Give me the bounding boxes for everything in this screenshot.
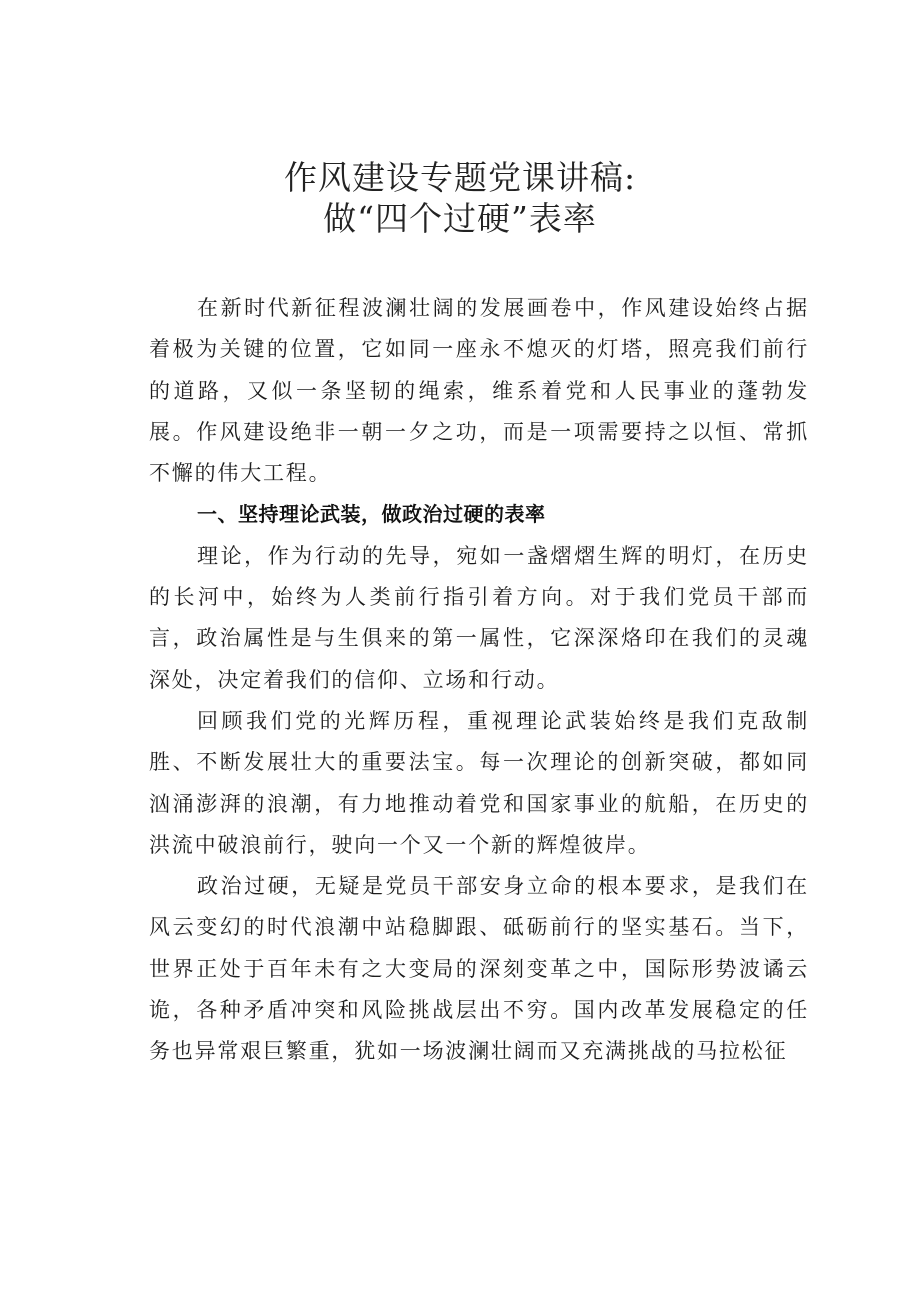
section-heading-1: 一、坚持理论武装，做政治过硬的表率 (197, 502, 546, 527)
section1-paragraph-2: 回顾我们党的光辉历程，重视理论武装始终是我们克敌制胜、不断发展壮大的重要法宝。每一次理论的创新突破，都如同汹涌澎湃的浪潮，有力地推动着党和国家事业的航船，在历史的洪流中破浪前行，驶向一个又一个新的辉煌彼岸。 (149, 708, 809, 857)
document-title-line-2: 做“四个过硬”表率 (323, 199, 597, 238)
section1-paragraph-1: 理论，作为行动的先导，宛如一盏熠熠生辉的明灯，在历史的长河中，始终为人类前行指引着方向。对于我们党员干部而言，政治属性是与生俱来的第一属性，它深深烙印在我们的灵魂深处，决定着我们的信仰、立场和行动。 (149, 543, 809, 692)
document-title-line-1: 作风建设专题党课讲稿: (283, 158, 637, 197)
intro-paragraph: 在新时代新征程波澜壮阔的发展画卷中，作风建设始终占据着极为关键的位置，它如同一座永不熄灭的灯塔，照亮我们前行的道路，又似一条坚韧的绳索，维系着党和人民事业的蓬勃发展。作风建设绝非一朝一夕之功，而是一项需要持之以恒、常抓不懈的伟大工程。 (149, 296, 809, 486)
section1-paragraph-3: 政治过硬，无疑是党员干部安身立命的根本要求，是我们在风云变幻的时代浪潮中站稳脚跟、砥砺前行的坚实基石。当下，世界正处于百年未有之大变局的深刻变革之中，国际形势波谲云诡，各种矛盾冲突和风险挑战层出不穷。国内改革发展稳定的任务也异常艰巨繁重，犹如一场波澜壮阔而又充满挑战的马拉松征 (149, 874, 809, 1064)
document-body (149, 288, 809, 1073)
